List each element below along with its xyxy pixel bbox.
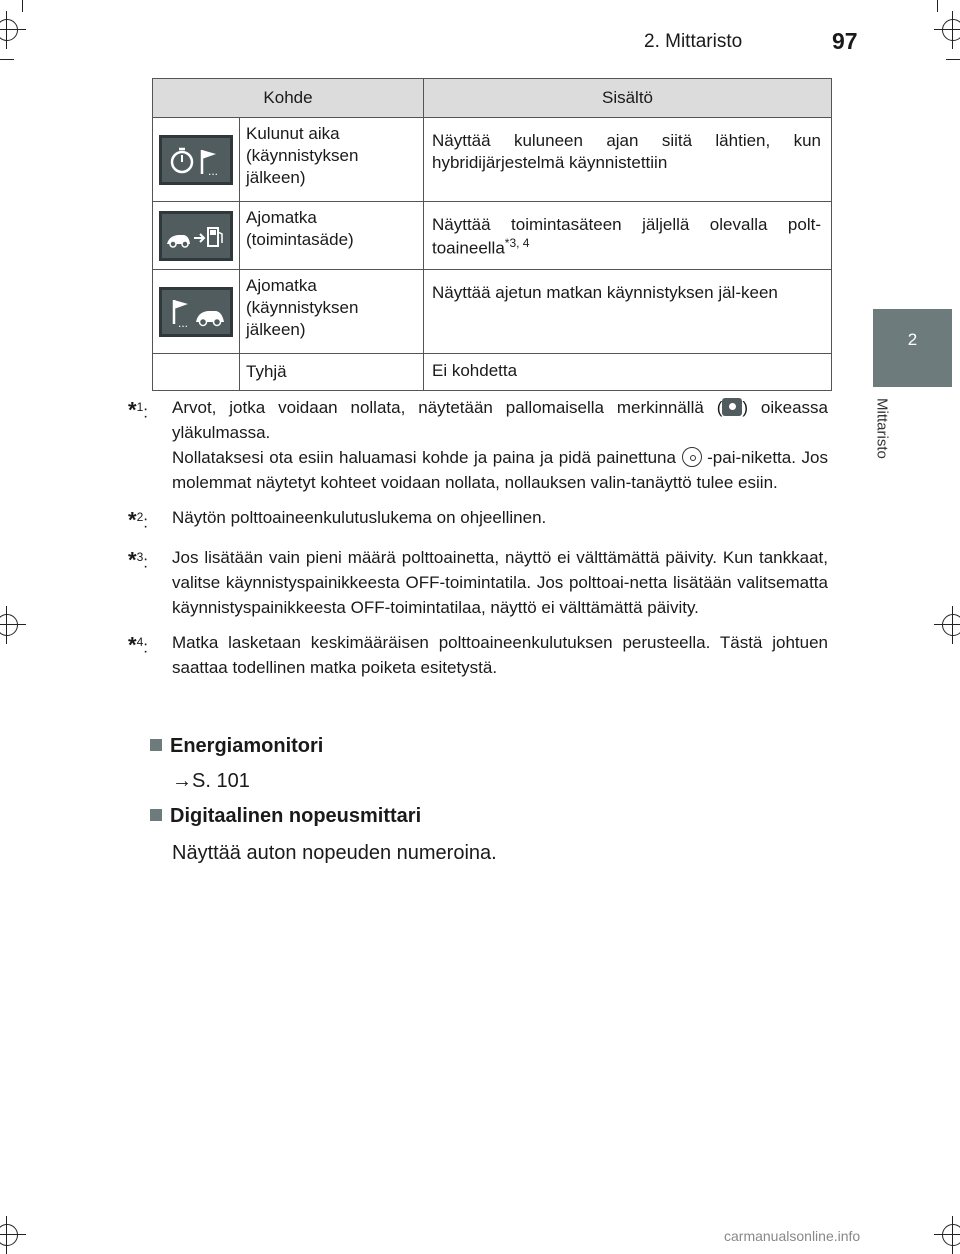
footnote: *$^1$: Arvot, jotka voidaan nollata, näytetään pallomaisella merkinnällä ( ) oikeassa yläkulmassa. Nollataksesi ota esiin haluamasi kohde ja paina ja pidä painettuna -pai-niketta. Jos molemmat näytetyt kohteet voidaan nollata, nollauksen valin-tanäyttö tulee esiin. [128, 397, 828, 492]
footnotes [128, 395, 828, 690]
page-reference[interactable]: →S. 101 [172, 770, 250, 792]
reset-dot-icon [722, 398, 742, 416]
footnote: *$^2$: Näytön polttoaineenkulutuslukema on ohjeellinen. [128, 507, 547, 533]
trim-line [0, 59, 14, 60]
table-cell-desc: Näyttää toimintasäteen jäljellä olevalla polt-toaineella$^{*3, 4}$ [424, 202, 832, 270]
registration-mark-bottom-right [940, 1222, 960, 1248]
section-heading: Energiamonitori [150, 735, 323, 758]
page-number: 97 [832, 28, 858, 54]
table-cell-label: Ajomatka (toimintasäde) [240, 202, 424, 270]
registration-mark-top-right [940, 17, 960, 43]
table-cell-label: Ajomatka (käynnistyksen jälkeen) [240, 270, 424, 354]
car-fuel-pump-icon [159, 211, 233, 261]
table-cell-label: Kulunut aika (käynnistyksen jälkeen) [240, 118, 424, 202]
section-body: Näyttää auton nopeuden numeroina. [172, 842, 497, 864]
registration-mark-mid-right [940, 612, 960, 638]
stopwatch-flag-icon [159, 135, 233, 185]
table-header-row [153, 79, 832, 118]
select-button-icon [682, 447, 702, 467]
table-cell-desc: Näyttää kuluneen ajan siitä lähtien, kun hybridijärjestelmä käynnistettiin [424, 118, 832, 202]
table-cell-desc: Ei kohdetta [424, 354, 832, 391]
header-title: 2. Mittaristo [644, 31, 743, 52]
chapter-tab[interactable] [873, 309, 952, 387]
registration-mark-mid-left [0, 612, 20, 638]
registration-mark-top-left [0, 17, 20, 43]
chapter-label: Mittaristo [873, 398, 891, 459]
footnote-ref: *3, 4 [504, 236, 530, 251]
watermark: carmanualsonline.info [724, 1228, 861, 1244]
table-cell-label: Tyhjä [240, 354, 424, 391]
registration-mark-bottom-left [0, 1222, 20, 1248]
info-table [152, 78, 832, 391]
table-header-content: Sisältö [424, 79, 832, 118]
table-header-item: Kohde [153, 79, 424, 118]
trim-line [22, 0, 23, 12]
trim-line [946, 59, 960, 60]
table-row [153, 118, 832, 202]
trim-line [937, 0, 938, 12]
table-cell-desc: Näyttää ajetun matkan käynnistyksen jäl-keen [424, 270, 832, 354]
svg-text:...: ... [178, 315, 189, 330]
flag-car-icon [159, 287, 233, 337]
table-row [153, 202, 832, 270]
footnote: *$^3$: Jos lisätään vain pieni määrä polttoainetta, näyttö ei välttämättä päivity. Kun tankkaat, valitse käynnistyspainikkeesta OFF-toimintatila. Jos polttoai-netta lisätään valitsematta käynnistyspainikkeesta OFF-toimintatilaa, näyttö ei välttämättä päivity. [128, 547, 828, 617]
footnote: *$^4$: Matka lasketaan keskimääräisen polttoaineenkulutuksen perusteella. Tästä johtuen saattaa todellinen matka poiketa esitetystä. [128, 632, 828, 677]
square-bullet-icon [150, 809, 162, 821]
section-heading: Digitaalinen nopeusmittari [150, 805, 421, 828]
square-bullet-icon [150, 739, 162, 751]
svg-text:...: ... [208, 163, 219, 178]
table-row [153, 270, 832, 354]
chapter-number: 2 [907, 330, 918, 349]
table-row [153, 354, 832, 391]
